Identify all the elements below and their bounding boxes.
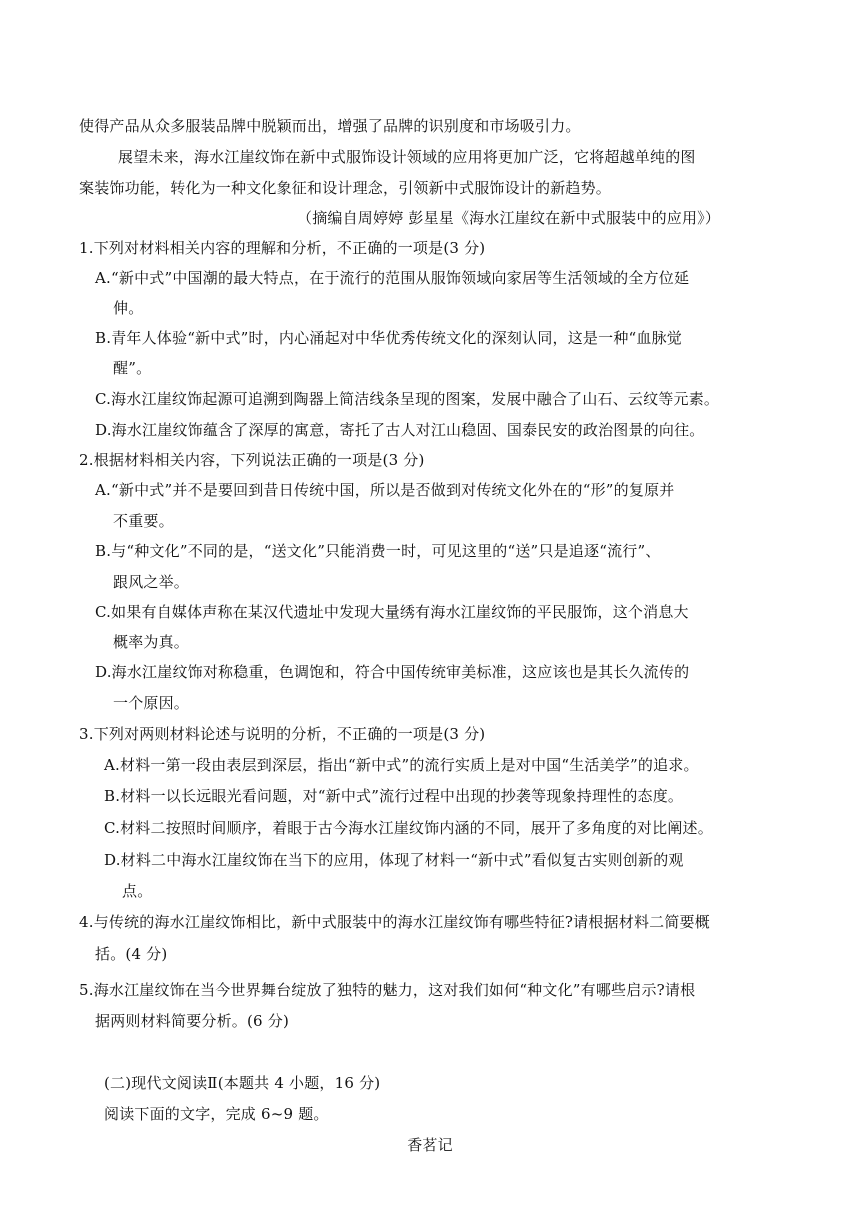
question-3-option-a: A.材料一第一段由表层到深层，指出“新中式”的流行实质上是对中国“生活美学”的追求。 xyxy=(104,756,699,774)
passage-paragraph-end: 使得产品从众多服装品牌中脱颖而出，增强了品牌的识别度和市场吸引力。 xyxy=(79,117,581,135)
question-2-option-b-cont: 跟风之举。 xyxy=(113,573,190,591)
passage-paragraph-line: 展望未来，海水江崖纹饰在新中式服饰设计领域的应用将更加广泛，它将超越单纯的图 xyxy=(118,148,696,166)
question-4-stem: 4.与传统的海水江崖纹饰相比，新中式服装中的海水江崖纹饰有哪些特征?请根据材料二简要概 xyxy=(79,913,710,931)
passage-paragraph-line: 案装饰功能，转化为一种文化象征和设计理念，引领新中式服饰设计的新趋势。 xyxy=(79,179,612,197)
question-3-stem: 3.下列对两则材料论述与说明的分析，不正确的一项是(3 分) xyxy=(79,725,486,743)
question-3-option-c: C.材料二按照时间顺序，着眼于古今海水江崖纹饰内涵的不同，展开了多角度的对比阐述。 xyxy=(104,819,713,837)
question-1-option-a: A.“新中式”中国潮的最大特点，在于流行的范围从服饰领域向家居等生活领域的全方位延 xyxy=(95,269,690,287)
question-1-option-a-cont: 伸。 xyxy=(113,299,144,317)
question-1-option-b: B.青年人体验“新中式”时，内心涌起对中华优秀传统文化的深刻认同，这是一种“血脉觉 xyxy=(95,329,683,347)
question-2-stem: 2.根据材料相关内容，下列说法正确的一项是(3 分) xyxy=(79,451,425,469)
question-1-option-c: C.海水江崖纹饰起源可追溯到陶器上简洁线条呈现的图案，发展中融合了山石、云纹等元素。 xyxy=(95,390,720,408)
question-2-option-b: B.与“种文化”不同的是，“送文化”只能消费一时，可见这里的“送”只是追逐“流行”、 xyxy=(95,542,661,560)
question-1-option-d: D.海水江崖纹饰蕴含了深厚的寓意，寄托了古人对江山稳固、国泰民安的政治图景的向往。 xyxy=(95,421,705,439)
section-2-instruction: 阅读下面的文字，完成 6~9 题。 xyxy=(104,1105,329,1123)
question-2-option-d-cont: 一个原因。 xyxy=(113,694,190,712)
section-2-header: (二)现代文阅读Ⅱ(本题共 4 小题，16 分) xyxy=(104,1074,381,1092)
question-5-stem-cont: 据两则材料简要分析。(6 分) xyxy=(95,1012,290,1030)
question-1-stem: 1.下列对材料相关内容的理解和分析，不正确的一项是(3 分) xyxy=(79,239,486,257)
question-3-option-d-cont: 点。 xyxy=(122,882,153,900)
question-3-option-b: B.材料一以长远眼光看问题，对“新中式”流行过程中出现的抄袭等现象持理性的态度。 xyxy=(104,787,684,805)
article-title: 香茗记 xyxy=(407,1136,453,1154)
question-2-option-c: C.如果有自媒体声称在某汉代遗址中发现大量绣有海水江崖纹饰的平民服饰，这个消息大 xyxy=(95,603,689,621)
question-3-option-d: D.材料二中海水江崖纹饰在当下的应用，体现了材料一“新中式”看似复古实则创新的观 xyxy=(104,851,684,869)
question-1-option-b-cont: 醒”。 xyxy=(113,359,152,377)
question-4-stem-cont: 括。(4 分) xyxy=(95,945,168,963)
question-2-option-a-cont: 不重要。 xyxy=(113,512,174,530)
passage-source-citation: （摘编自周婷婷 彭星星《海水江崖纹在新中式服装中的应用》） xyxy=(297,209,721,227)
question-2-option-c-cont: 概率为真。 xyxy=(113,633,190,651)
question-2-option-a: A.“新中式”并不是要回到昔日传统中国，所以是否做到对传统文化外在的“形”的复原并 xyxy=(95,481,675,499)
question-2-option-d: D.海水江崖纹饰对称稳重，色调饱和，符合中国传统审美标准，这应该也是其长久流传的 xyxy=(95,663,690,681)
question-5-stem: 5.海水江崖纹饰在当今世界舞台绽放了独特的魅力，这对我们如何“种文化”有哪些启示?请根 xyxy=(79,981,696,999)
